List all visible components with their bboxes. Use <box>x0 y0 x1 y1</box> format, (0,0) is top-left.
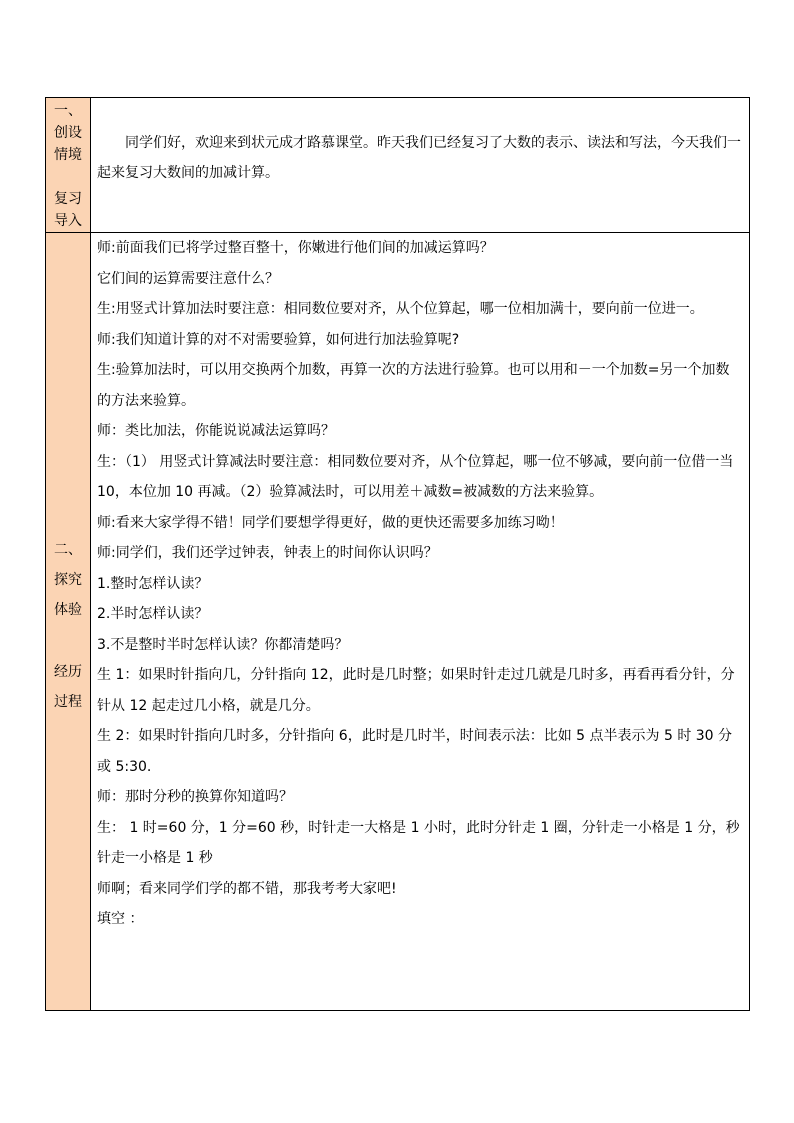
paragraph: 师:看来大家学得不错！同学们要想学得更好，做的更快还需要多加练习呦！ <box>97 514 564 531</box>
section-row-explore <box>46 233 750 1011</box>
label-line: 复习 <box>54 191 82 207</box>
paragraph: 3.不是整时半时怎样认读？你都清楚吗？ <box>97 636 349 653</box>
label-line: 一、 <box>54 103 82 119</box>
section-label-intro <box>46 98 91 233</box>
label-line: 经历 <box>54 664 82 680</box>
section-content-intro <box>91 98 750 233</box>
paragraph: 同学们好，欢迎来到状元成才路慕课堂。昨天我们已经复习了大数的表示、读法和写法，今天我们一起来复习大数间的加减计算。 <box>97 135 741 181</box>
label-line: 导入 <box>54 213 82 229</box>
paragraph: 填空 ： <box>97 911 144 927</box>
label-line: 过程 <box>54 694 82 710</box>
section-label-explore <box>46 233 91 1011</box>
paragraph: 生 1：如果时针指向几，分针指向 12，此时是几时整；如果时针走过几就是几时多，再看再看分针，分针从 12 起走过几小格，就是几分。 <box>97 667 735 714</box>
paragraph: 2.半时怎样认读？ <box>97 606 209 622</box>
label-line: 情境 <box>54 147 82 163</box>
label-line: 创设 <box>54 125 82 141</box>
paragraph: 1.整时怎样认读？ <box>97 575 209 592</box>
paragraph: 生:用竖式计算加法时要注意：相同数位要对齐，从个位算起，哪一位相加满十，要向前一位进一。 <box>97 301 704 317</box>
paragraph: 生:验算加法时，可以用交换两个加数，再算一次的方法进行验算。也可以用和－一个加数=另一个加数的方法来验算。 <box>97 362 730 409</box>
paragraph: 师:同学们，我们还学过钟表，钟表上的时间你认识吗？ <box>97 545 438 561</box>
paragraph: 师:我们知道计算的对不对需要验算，如何进行加法验算呢? <box>97 331 460 348</box>
label-line: 探究 <box>54 572 82 588</box>
paragraph: 生 2：如果时针指向几时多，分针指向 6，此时是几时半，时间表示法：比如 5 点半表示为 5 时 30 分或 5:30. <box>97 728 733 775</box>
paragraph: 它们间的运算需要注意什么？ <box>97 270 279 287</box>
paragraph: 生：（1） 用竖式计算减法时要注意：相同数位要对齐，从个位算起，哪一位不够减，要向前一位借一当 10，本位加 10 再减。（2）验算减法时，可以用差＋减数=被减数的方法来验算。 <box>97 453 734 500</box>
paragraph: 师啊；看来同学们学的都不错，那我考考大家吧! <box>97 880 397 897</box>
section-row-intro <box>46 98 750 233</box>
paragraph: 师：那时分秒的换算你知道吗？ <box>97 789 293 805</box>
section-content-explore <box>91 233 750 1011</box>
label-line: 体验 <box>54 602 82 618</box>
lesson-plan-table <box>45 97 750 1011</box>
paragraph: 师：类比加法，你能说说减法运算吗？ <box>97 423 335 439</box>
paragraph: 生： 1 时=60 分，1 分=60 秒，时针走一大格是 1 小时，此时分针走 1 圈，分针走一小格是 1 分，秒针走一小格是 1 秒 <box>97 819 740 866</box>
label-line: 二、 <box>54 542 82 558</box>
paragraph: 师:前面我们已将学过整百整十，你嫩进行他们间的加减运算吗？ <box>97 240 494 256</box>
